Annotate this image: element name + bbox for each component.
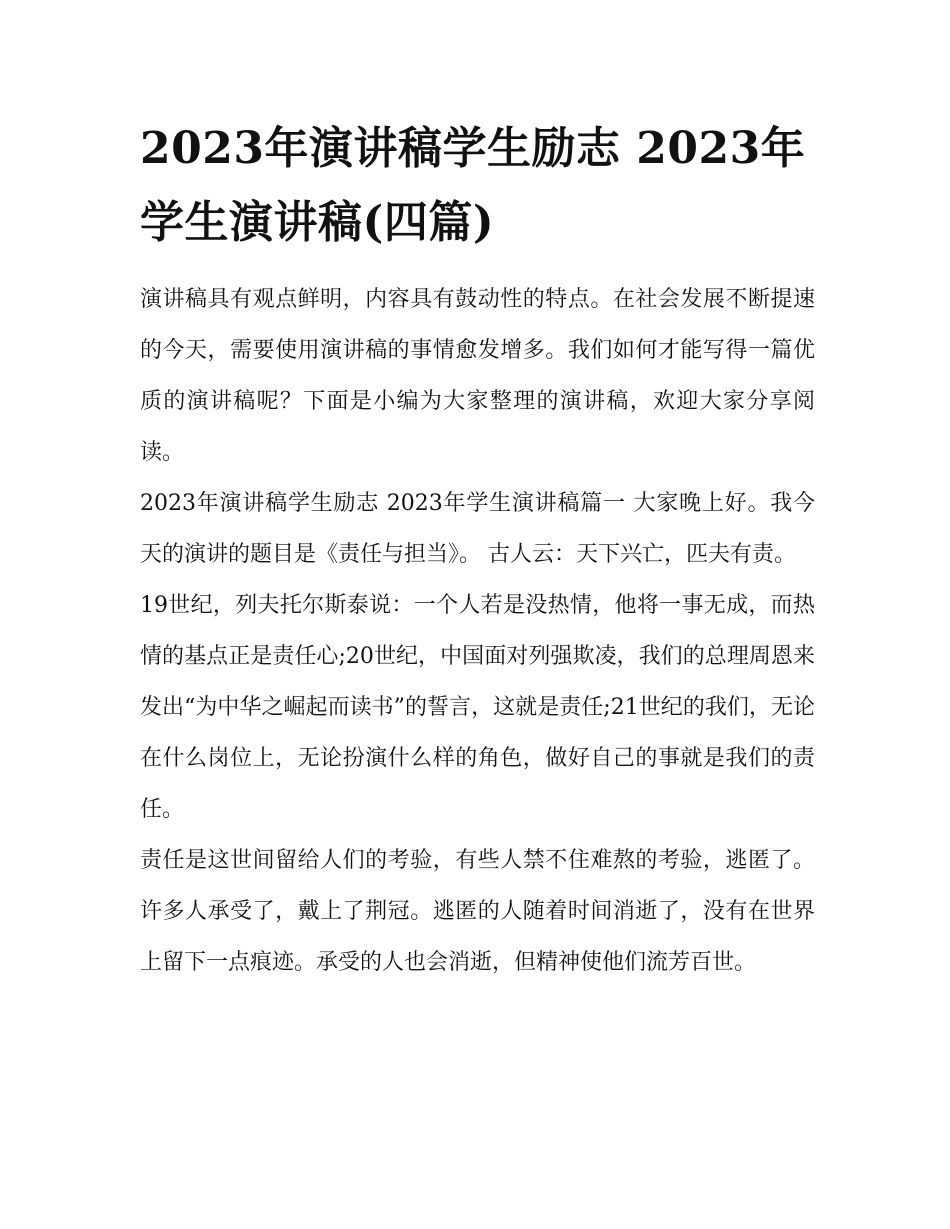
document-page	[140, 112, 815, 988]
paragraph-history: 19世纪，列夫托尔斯泰说：一个人若是没热情，他将一事无成，而热情的基点正是责任心;20世纪，中国面对列强欺凌，我们的总理周恩来发出“为中华之崛起而读书”的誓言，这就是责任;21世纪的我们，无论在什么岗位上，无论扮演什么样的角色，做好自己的事就是我们的责任。	[140, 593, 815, 822]
paragraph-opening: 2023年演讲稿学生励志 2023年学生演讲稿篇一 大家晚上好。我今天的演讲的题目是《责任与担当》。 古人云：天下兴亡，匹夫有责。	[140, 491, 815, 567]
paragraph-intro: 演讲稿具有观点鲜明，内容具有鼓动性的特点。在社会发展不断提速的今天，需要使用演讲稿的事情愈发增多。我们如何才能写得一篇优质的演讲稿呢？下面是小编为大家整理的演讲稿，欢迎大家分享阅读。	[140, 287, 815, 465]
paragraph-trial: 责任是这世间留给人们的考验，有些人禁不住难熬的考验，逃匿了。许多人承受了，戴上了荆冠。逃匿的人随着时间消逝了，没有在世界上留下一点痕迹。承受的人也会消逝，但精神使他们流芳百世。	[140, 848, 815, 975]
document-title: 2023年演讲稿学生励志 2023年学生演讲稿(四篇)	[140, 123, 806, 248]
